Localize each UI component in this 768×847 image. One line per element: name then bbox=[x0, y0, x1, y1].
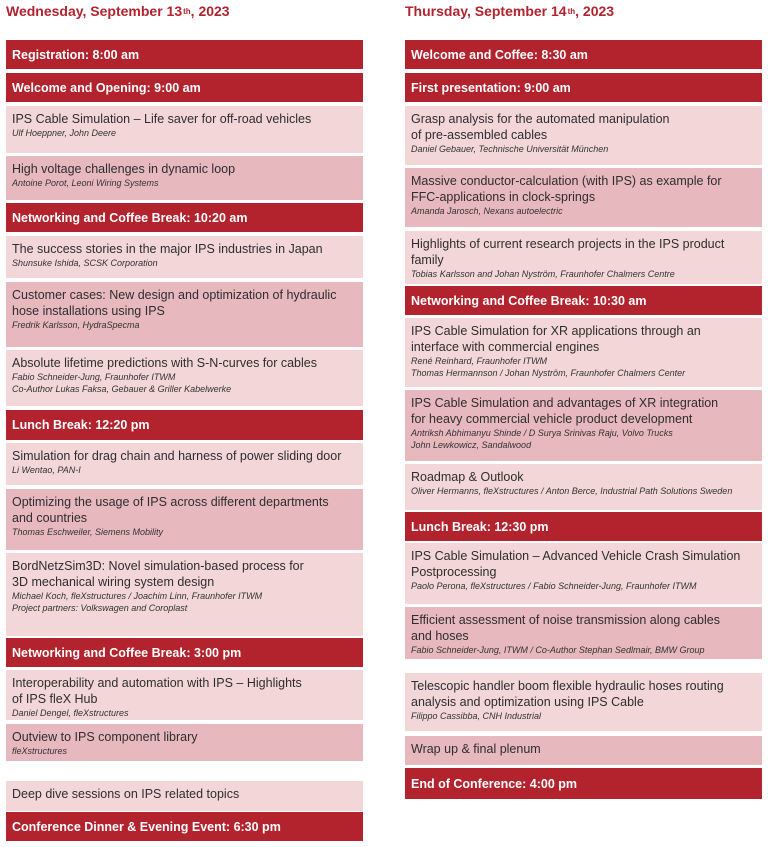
talk-title: High voltage challenges in dynamic loop bbox=[12, 162, 236, 176]
session-header: Lunch Break: 12:30 pm bbox=[405, 512, 762, 541]
talk-item bbox=[405, 106, 762, 165]
talk-speaker: Fabio Schneider-Jung, ITWM / Co-Author Stephan Sedlmair, BMW Group bbox=[411, 645, 705, 655]
day-title bbox=[405, 0, 762, 22]
talk-speaker: fleXstructures bbox=[12, 746, 68, 756]
session-header: Registration: 8:00 am bbox=[6, 40, 363, 69]
day-column-thursday bbox=[405, 0, 762, 791]
talk-speaker: Fredrik Karlsson, HydraSpecma bbox=[12, 320, 140, 330]
day-title-suffix: th bbox=[567, 6, 576, 16]
talk-title: Deep dive sessions on IPS related topics bbox=[12, 787, 240, 801]
talk-title: and hoses bbox=[411, 629, 469, 643]
talk-title: IPS Cable Simulation – Life saver for off-road vehicles bbox=[12, 112, 312, 126]
talk-title: Grasp analysis for the automated manipulation bbox=[411, 112, 670, 126]
session-header: Lunch Break: 12:20 pm bbox=[6, 410, 363, 440]
talk-speaker: Thomas Eschweiler, Siemens Mobility bbox=[12, 527, 164, 537]
session-header: First presentation: 9:00 am bbox=[405, 73, 762, 102]
talk-item bbox=[6, 106, 363, 153]
talk-title: Postprocessing bbox=[411, 565, 497, 579]
talk-speaker: John Lewkowicz, Sandalwood bbox=[411, 440, 532, 450]
talk-title: of pre-assembled cables bbox=[411, 128, 548, 142]
talk-speaker: Daniel Dengel, fleXstructures bbox=[12, 708, 129, 718]
talk-item bbox=[6, 443, 363, 485]
session-header: End of Conference: 4:00 pm bbox=[405, 768, 762, 799]
talk-title: of IPS fleX Hub bbox=[12, 692, 98, 706]
talk-speaker: Paolo Perona, fleXstructures / Fabio Schneider-Jung, Fraunhofer ITWM bbox=[411, 581, 697, 591]
session-header: Networking and Coffee Break: 3:00 pm bbox=[6, 638, 363, 667]
talk-title: Highlights of current research projects in the IPS product family bbox=[411, 237, 725, 267]
talk-title: IPS Cable Simulation and advantages of XR integration bbox=[411, 396, 719, 410]
session-header: Networking and Coffee Break: 10:20 am bbox=[6, 203, 363, 232]
talk-speaker: Project partners: Volkswagen and Coroplast bbox=[12, 603, 188, 613]
talk-title: Roadmap & Outlook bbox=[411, 470, 524, 484]
talk-title: hose installations using IPS bbox=[12, 304, 165, 318]
talk-item bbox=[405, 673, 762, 731]
talk-title: for heavy commercial vehicle product development bbox=[411, 412, 693, 426]
talk-item bbox=[6, 282, 363, 347]
talk-title: 3D mechanical wiring system design bbox=[12, 575, 215, 589]
talk-speaker: René Reinhard, Fraunhofer ITWM bbox=[411, 356, 548, 366]
talk-item bbox=[405, 607, 762, 659]
talk-speaker: Ulf Hoeppner, John Deere bbox=[12, 128, 117, 138]
talk-item bbox=[6, 156, 363, 200]
talk-speaker: Fabio Schneider-Jung, Fraunhofer ITWM bbox=[12, 372, 176, 382]
talk-speaker: Michael Koch, fleXstructures / Joachim Linn, Fraunhofer ITWM bbox=[12, 591, 263, 601]
talk-speaker: Daniel Gebauer, Technische Universität München bbox=[411, 144, 609, 154]
talk-title: Optimizing the usage of IPS across different departments bbox=[12, 495, 329, 509]
talk-item bbox=[405, 464, 762, 510]
day-title bbox=[6, 0, 363, 22]
talk-item bbox=[6, 670, 363, 720]
talk-speaker: Tobias Karlsson and Johan Nyström, Fraunhofer Chalmers Centre bbox=[411, 269, 675, 279]
talk-speaker: Li Wentao, PAN-I bbox=[12, 465, 81, 475]
talk-title: Absolute lifetime predictions with S-N-curves for cables bbox=[12, 356, 317, 370]
talk-speaker: Co-Author Lukas Faksa, Gebauer & Griller Kabelwerke bbox=[12, 384, 232, 394]
talk-item bbox=[405, 543, 762, 604]
talk-title: FFC-applications in clock-springs bbox=[411, 190, 596, 204]
talk-title: Efficient assessment of noise transmission along cables bbox=[411, 613, 720, 627]
talk-speaker: Antriksh Abhimanyu Shinde / D Surya Srinivas Raju, Volvo Trucks bbox=[411, 428, 673, 438]
talk-title: Telescopic handler boom flexible hydraulic hoses routing bbox=[411, 679, 724, 693]
talk-title: Customer cases: New design and optimization of hydraulic bbox=[12, 288, 337, 302]
day-column-wednesday bbox=[6, 0, 363, 834]
talk-speaker: Filippo Cassibba, CNH Industrial bbox=[411, 711, 542, 721]
talk-title: interface with commercial engines bbox=[411, 340, 600, 354]
talk-speaker: Oliver Hermanns, fleXstructures / Anton Berce, Industrial Path Solutions Sweden bbox=[411, 486, 733, 496]
talk-title: and countries bbox=[12, 511, 88, 525]
talk-title: Wrap up & final plenum bbox=[411, 742, 541, 756]
talk-item bbox=[6, 489, 363, 550]
talk-title: IPS Cable Simulation for XR applications through an bbox=[411, 324, 701, 338]
session-header: Networking and Coffee Break: 10:30 am bbox=[405, 286, 762, 315]
talk-item bbox=[405, 318, 762, 387]
day-title-suffix: th bbox=[183, 6, 191, 16]
talk-title: Massive conductor-calculation (with IPS) as example for bbox=[411, 174, 722, 188]
talk-item bbox=[405, 168, 762, 227]
day-title-year: , 2023 bbox=[190, 3, 230, 19]
talk-speaker: Amanda Jarosch, Nexans autoelectric bbox=[411, 206, 563, 216]
talk-item bbox=[405, 231, 762, 284]
talk-speaker: Shunsuke Ishida, SCSK Corporation bbox=[12, 258, 158, 268]
talk-item bbox=[6, 553, 363, 636]
talk-title: Interoperability and automation with IPS – Highlights bbox=[12, 676, 302, 690]
talk-item bbox=[6, 350, 363, 406]
talk-item bbox=[405, 736, 762, 765]
day-title-year: , 2023 bbox=[575, 3, 615, 19]
talk-title: Simulation for drag chain and harness of power sliding door bbox=[12, 449, 342, 463]
talk-title: BordNetzSim3D: Novel simulation-based process for bbox=[12, 559, 304, 573]
talk-title: analysis and optimization using IPS Cable bbox=[411, 695, 644, 709]
session-header: Welcome and Coffee: 8:30 am bbox=[405, 40, 762, 69]
talk-item bbox=[6, 236, 363, 278]
talk-speaker: Antoine Porot, Leoni Wiring Systems bbox=[12, 178, 159, 188]
talk-item bbox=[6, 781, 363, 811]
day-title-text: Thursday, September 14 bbox=[405, 3, 567, 19]
day-title-text: Wednesday, September 13 bbox=[6, 3, 183, 19]
talk-title: Outview to IPS component library bbox=[12, 730, 198, 744]
talk-title: The success stories in the major IPS industries in Japan bbox=[12, 242, 323, 256]
session-header: Conference Dinner & Evening Event: 6:30 pm bbox=[6, 812, 363, 841]
session-header: Welcome and Opening: 9:00 am bbox=[6, 73, 363, 102]
talk-item bbox=[6, 724, 363, 761]
talk-speaker: Thomas Hermannson / Johan Nyström, Fraunhofer Chalmers Center bbox=[411, 368, 686, 378]
talk-title: IPS Cable Simulation – Advanced Vehicle Crash Simulation bbox=[411, 549, 741, 563]
talk-item bbox=[405, 390, 762, 461]
